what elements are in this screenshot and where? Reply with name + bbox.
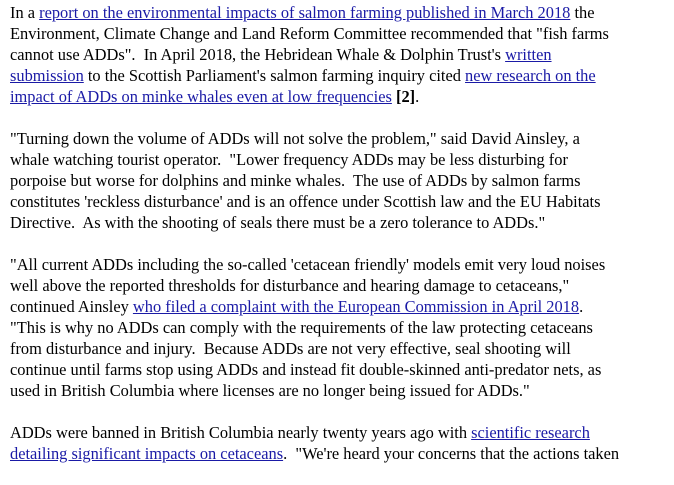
text-run: In a — [10, 3, 40, 22]
footnote-reference: [2] — [396, 87, 416, 106]
text-line — [10, 359, 670, 380]
text-run: . — [579, 297, 584, 316]
text-line — [10, 44, 670, 65]
text-line — [10, 191, 670, 212]
text-run: whale watching tourist operator. "Lower frequency ADDs may be less disturbing for — [10, 150, 568, 169]
text-line — [10, 443, 670, 464]
text-run: . — [415, 87, 420, 106]
paragraph — [10, 422, 670, 464]
text-line — [10, 275, 670, 296]
text-line — [10, 2, 670, 23]
text-line — [10, 149, 670, 170]
text-run: "This is why no ADDs can comply with the requirements of the law protecting cetaceans — [10, 318, 593, 337]
text-line — [10, 86, 670, 107]
text-line — [10, 380, 670, 401]
text-run: porpoise but worse for dolphins and minke whales. The use of ADDs by salmon farms — [10, 171, 581, 190]
text-run: cannot use ADDs". In April 2018, the Hebridean Whale & Dolphin Trust's — [10, 45, 506, 64]
text-line — [10, 422, 670, 443]
text-run: the — [570, 3, 595, 22]
article-body — [10, 2, 670, 485]
text-line — [10, 128, 670, 149]
hyperlink[interactable]: who filed a complaint with the European Commission in April 2018 — [132, 297, 580, 316]
paragraph — [10, 254, 670, 401]
hyperlink[interactable]: report on the environmental impacts of salmon farming published in March 2018 — [39, 3, 571, 22]
text-run: Environment, Climate Change and Land Reform Committee recommended that "fish farms — [10, 24, 609, 43]
paragraph — [10, 2, 670, 107]
paragraph — [10, 128, 670, 233]
hyperlink[interactable]: detailing significant impacts on cetaceans — [10, 444, 284, 463]
text-run: "Turning down the volume of ADDs will not solve the problem," said David Ainsley, a — [10, 129, 580, 148]
hyperlink[interactable]: written — [505, 45, 552, 64]
hyperlink[interactable]: submission — [10, 66, 84, 85]
hyperlink[interactable]: scientific research — [471, 423, 590, 442]
text-run: used in British Columbia where licenses are no longer being issued for ADDs." — [10, 381, 530, 400]
text-run: constitutes 'reckless disturbance' and is an offence under Scottish law and the EU Habitats — [10, 192, 601, 211]
text-run: "All current ADDs including the so-called 'cetacean friendly' models emit very loud noises — [10, 255, 606, 274]
text-line — [10, 254, 670, 275]
text-run: from disturbance and injury. Because ADDs are not very effective, seal shooting will — [10, 339, 571, 358]
text-line — [10, 317, 670, 338]
text-line — [10, 23, 670, 44]
text-run: ADDs were banned in British Columbia nearly twenty years ago with — [10, 423, 472, 442]
text-line — [10, 170, 670, 191]
text-line — [10, 296, 670, 317]
text-line — [10, 338, 670, 359]
hyperlink[interactable]: new research on the — [465, 66, 596, 85]
text-run: Directive. As with the shooting of seals there must be a zero tolerance to ADDs." — [10, 213, 546, 232]
text-run: continued Ainsley — [10, 297, 133, 316]
text-run: continue until farms stop using ADDs and instead fit double-skinned anti-predator nets, as — [10, 360, 602, 379]
text-run: to the Scottish Parliament's salmon farming inquiry cited — [83, 66, 466, 85]
text-line — [10, 212, 670, 233]
text-run: well above the reported thresholds for disturbance and hearing damage to cetaceans," — [10, 276, 570, 295]
text-run: . "We're heard your concerns that the actions taken — [283, 444, 620, 463]
text-line — [10, 65, 670, 86]
hyperlink[interactable]: impact of ADDs on minke whales even at low frequencies — [10, 87, 392, 106]
